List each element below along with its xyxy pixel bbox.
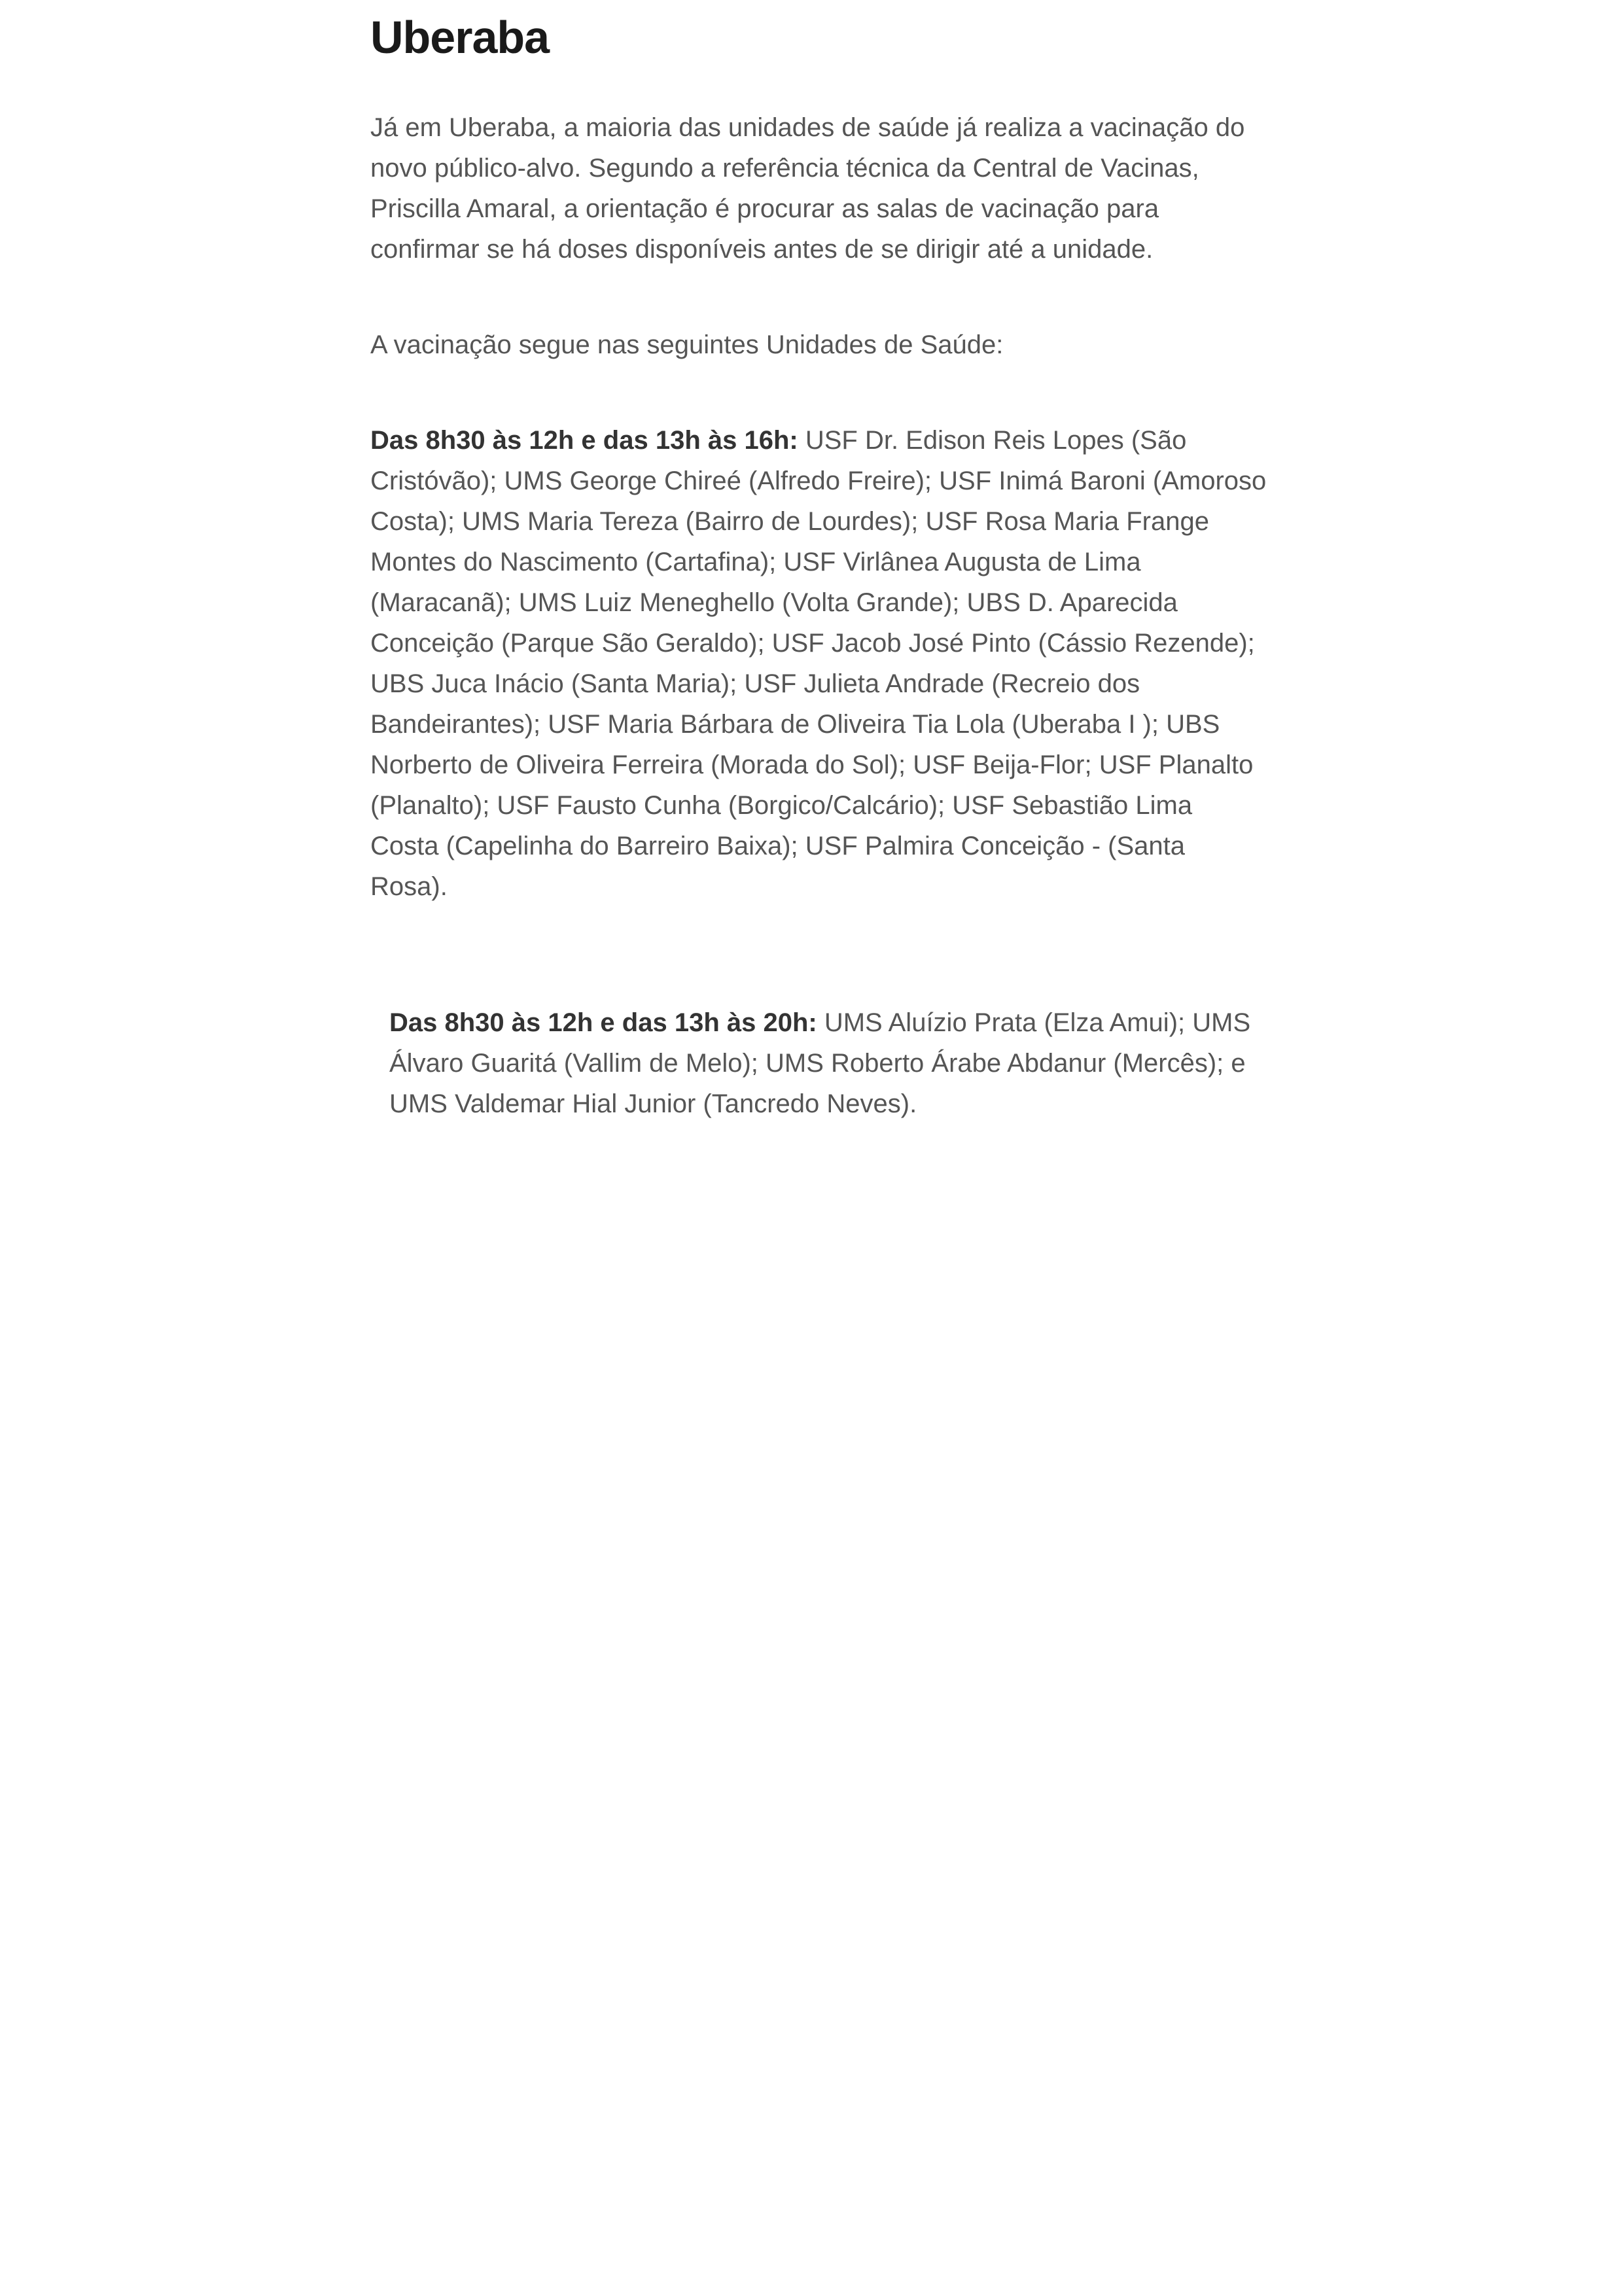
- schedule-paragraph-16h: [370, 420, 1267, 907]
- schedule-hours-label: Das 8h30 às 12h e das 13h às 20h:: [389, 1008, 817, 1037]
- article-body: [370, 0, 1267, 1124]
- intro-paragraph: Já em Uberaba, a maioria das unidades de saúde já realiza a vacinação do novo público-alvo. Segundo a referência técnica da Central de Vacinas, Priscilla Amaral, a orientação é procurar as salas de vacinação para confirmar se há doses disponíveis antes de se dirigir até a unidade.: [370, 113, 1245, 264]
- units-lead-paragraph: A vacinação segue nas seguintes Unidades de Saúde:: [370, 330, 1004, 359]
- schedule-units-list: USF Dr. Edison Reis Lopes (São Cristóvão); UMS George Chireé (Alfredo Freire); USF Inimá Baroni (Amoroso Costa); UMS Maria Tereza (Bairro de Lourdes); USF Rosa Maria Frange Montes do Nascimento (Cartafina); USF Virlânea Augusta de Lima (Maracanã); UMS Luiz Meneghello (Volta Grande); UBS D. Aparecida Conceição (Parque São Geraldo); USF Jacob José Pinto (Cássio Rezende); UBS Juca Inácio (Santa Maria); USF Julieta Andrade (Recreio dos Bandeirantes); USF Maria Bárbara de Oliveira Tia Lola (Uberaba I ); UBS Norberto de Oliveira Ferreira (Morada do Sol); USF Beija-Flor; USF Planalto (Planalto); USF Fausto Cunha (Borgico/Calcário); USF Sebastião Lima Costa (Capelinha do Barreiro Baixa); USF Palmira Conceição - (Santa Rosa).: [370, 426, 1267, 901]
- schedule-paragraph-20h: [389, 1002, 1267, 1124]
- schedule-hours-label: Das 8h30 às 12h e das 13h às 16h:: [370, 426, 798, 455]
- section-heading: Uberaba: [370, 12, 550, 63]
- schedule-units-list: UMS Aluízio Prata (Elza Amui); UMS Álvaro Guaritá (Vallim de Melo); UMS Roberto Árabe Abdanur (Mercês); e UMS Valdemar Hial Junior (Tancredo Neves).: [389, 1008, 1251, 1118]
